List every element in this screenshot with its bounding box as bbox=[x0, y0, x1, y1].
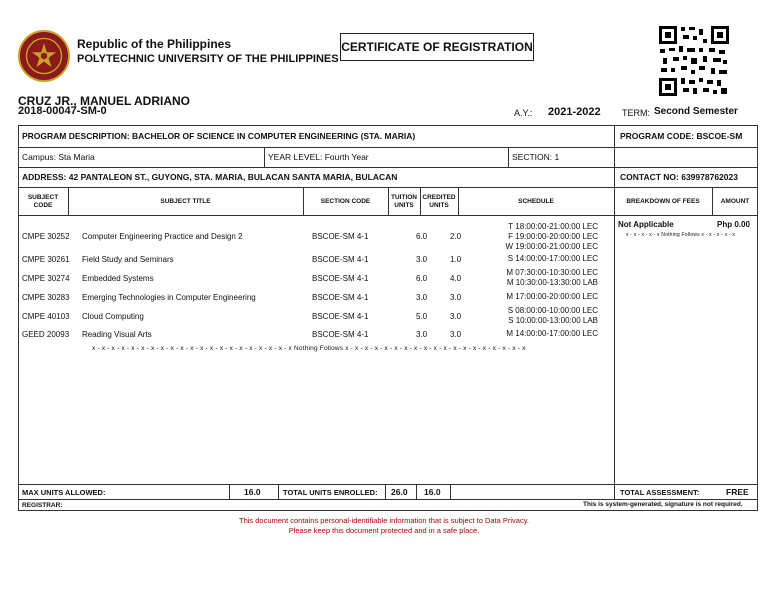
subject-title: Computer Engineering Practice and Design 2 bbox=[82, 232, 243, 241]
fee-amount: Php 0.00 bbox=[717, 220, 750, 229]
nothing-follows-fees: x - x - x - x - x Nothing Follows x - x - x - x - x bbox=[626, 232, 736, 238]
subject-title: Emerging Technologies in Computer Engineering bbox=[82, 293, 256, 302]
program-description: PROGRAM DESCRIPTION: BACHELOR OF SCIENCE IN COMPUTER ENGINEERING (STA. MARIA) bbox=[22, 131, 416, 141]
schedule: S 08:00:00-10:00:00 LEC S 10:00:00-13:00:00 LAB bbox=[507, 306, 598, 325]
divider bbox=[450, 484, 451, 499]
tuition-units: 5.0 bbox=[416, 312, 428, 321]
divider bbox=[385, 484, 386, 499]
divider bbox=[18, 167, 758, 168]
section: SECTION: 1 bbox=[512, 152, 560, 162]
header-section-code: SECTION CODE bbox=[320, 198, 371, 205]
section-code: BSCOE-SM 4-1 bbox=[312, 255, 369, 264]
privacy-notice-line1: This document contains personal-identifiable information that is subject to Data Privacy. bbox=[238, 516, 529, 525]
header-tuition-units: TUITION UNITS bbox=[391, 194, 417, 209]
credited-units: 2.0 bbox=[450, 232, 462, 241]
subject-code: CMPE 30252 bbox=[22, 232, 70, 241]
program-code: PROGRAM CODE: BSCOE-SM bbox=[620, 131, 743, 141]
subject-title: Field Study and Seminars bbox=[82, 255, 174, 264]
university-name: POLYTECHNIC UNIVERSITY OF THE PHILIPPINES bbox=[77, 53, 339, 65]
credited-units: 3.0 bbox=[450, 293, 462, 302]
divider bbox=[229, 484, 230, 499]
tuition-units: 6.0 bbox=[416, 232, 428, 241]
divider bbox=[416, 484, 417, 499]
credited-units: 3.0 bbox=[450, 330, 462, 339]
credited-units: 4.0 bbox=[450, 274, 462, 283]
header-amount: AMOUNT bbox=[720, 198, 750, 205]
subject-title: Reading Visual Arts bbox=[82, 330, 152, 339]
schedule: M 07:30:00-10:30:00 LEC M 10:30:00-13:30:00 LAB bbox=[506, 268, 598, 287]
country-name: Republic of the Philippines bbox=[77, 37, 232, 51]
section-code: BSCOE-SM 4-1 bbox=[312, 274, 369, 283]
section-code: BSCOE-SM 4-1 bbox=[312, 330, 369, 339]
privacy-notice-line2: Please keep this document protected and in a safe place. bbox=[288, 526, 480, 535]
tuition-units: 3.0 bbox=[416, 330, 428, 339]
student-number: 2018-00047-SM-0 bbox=[18, 105, 107, 117]
fee-item: Not Applicable bbox=[618, 220, 674, 229]
total-assessment-value: FREE bbox=[726, 487, 749, 497]
credited-units: 3.0 bbox=[450, 312, 462, 321]
tuition-units: 3.0 bbox=[416, 293, 428, 302]
schedule: S 14:00:00-17:00:00 LEC bbox=[507, 254, 598, 263]
section-code: BSCOE-SM 4-1 bbox=[312, 232, 369, 241]
student-name: CRUZ JR., MANUEL ADRIANO bbox=[18, 94, 191, 108]
header-subject-title: SUBJECT TITLE bbox=[160, 198, 211, 205]
term-label: TERM: bbox=[622, 108, 650, 118]
section-code: BSCOE-SM 4-1 bbox=[312, 312, 369, 321]
term-value: Second Semester bbox=[654, 106, 738, 117]
header-breakdown-of-fees: BREAKDOWN OF FEES bbox=[626, 198, 700, 205]
max-units-value: 16.0 bbox=[244, 487, 261, 497]
schedule: M 14:00:00-17:00:00 LEC bbox=[506, 329, 598, 338]
credited-units: 1.0 bbox=[450, 255, 462, 264]
divider bbox=[614, 125, 615, 499]
divider bbox=[18, 147, 758, 148]
header-credited-units: CREDITED UNITS bbox=[422, 194, 456, 209]
ay-value: 2021-2022 bbox=[548, 106, 601, 118]
campus: Campus: Sta Maria bbox=[22, 152, 95, 162]
table-header-divider bbox=[18, 215, 758, 216]
subject-code: CMPE 40103 bbox=[22, 312, 70, 321]
divider bbox=[264, 147, 265, 167]
tuition-units: 6.0 bbox=[416, 274, 428, 283]
header-schedule: SCHEDULE bbox=[518, 198, 554, 205]
address: ADDRESS: 42 PANTALEON ST., GUYONG, STA. MARIA, BULACAN SANTA MARIA, BULACAN bbox=[22, 172, 398, 182]
subject-code: GEED 20093 bbox=[22, 330, 70, 339]
schedule: M 17:00:00-20:00:00 LEC bbox=[506, 292, 598, 301]
total-units-enrolled-label: TOTAL UNITS ENROLLED: bbox=[283, 488, 378, 497]
contact-number: CONTACT NO: 639978762023 bbox=[620, 172, 738, 182]
divider bbox=[18, 484, 758, 485]
schedule: T 18:00:00-21:00:00 LEC F 19:00:00-20:00:00 LEC W 19:00:00-21:00:00 LEC bbox=[505, 222, 598, 251]
total-tuition-units: 26.0 bbox=[391, 487, 408, 497]
header-subject-code: SUBJECT CODE bbox=[27, 194, 59, 209]
divider bbox=[18, 499, 758, 500]
subject-title: Embedded Systems bbox=[82, 274, 154, 283]
document-title: CERTIFICATE OF REGISTRATION bbox=[340, 33, 534, 61]
total-credited-units: 16.0 bbox=[424, 487, 441, 497]
section-code: BSCOE-SM 4-1 bbox=[312, 293, 369, 302]
system-note: This is system-generated, signature is not required. bbox=[583, 501, 743, 508]
qr-code-icon bbox=[657, 24, 731, 98]
subject-code: CMPE 30274 bbox=[22, 274, 70, 283]
subject-title: Cloud Computing bbox=[82, 312, 144, 321]
registrar-label: REGISTRAR: bbox=[22, 502, 63, 509]
university-seal-icon bbox=[18, 30, 70, 82]
divider bbox=[508, 147, 509, 167]
year-level: YEAR LEVEL: Fourth Year bbox=[268, 152, 369, 162]
subject-code: CMPE 30283 bbox=[22, 293, 70, 302]
subject-code: CMPE 30261 bbox=[22, 255, 70, 264]
total-assessment-label: TOTAL ASSESSMENT: bbox=[620, 488, 700, 497]
nothing-follows-subjects: x - x - x - x - x - x - x - x - x - x - x - x - x - x - x - x - x - x - x - x - x Nothing Follows x - x - x - x - x - x - x - x - x - x - x - x - x - x - x - x - x - x - x bbox=[92, 345, 526, 352]
ay-label: A.Y.: bbox=[514, 108, 533, 118]
divider bbox=[278, 484, 279, 499]
tuition-units: 3.0 bbox=[416, 255, 428, 264]
max-units-label: MAX UNITS ALLOWED: bbox=[22, 488, 106, 497]
